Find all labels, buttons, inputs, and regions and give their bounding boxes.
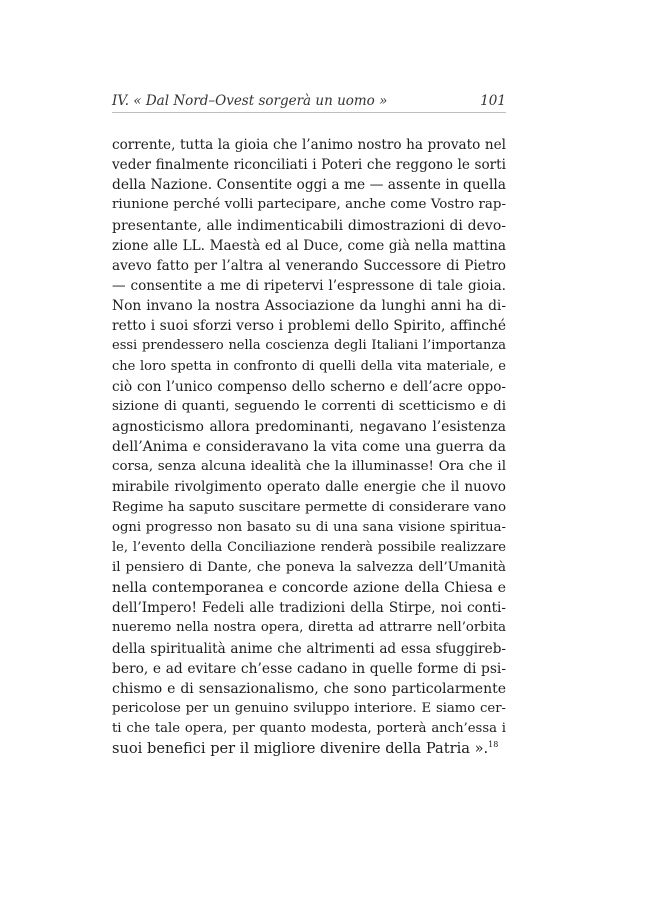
text-line-content: dell’Impero! Fedeli alle tradizioni della Stirpe, noi conti- (112, 600, 506, 617)
text-line (112, 276, 506, 296)
text-line (112, 397, 506, 417)
text-line (112, 598, 506, 618)
text-line (112, 256, 506, 276)
text-line-content: chismo e di sensazionalismo, che sono particolarmente (112, 680, 506, 697)
text-line-content: della Nazione. Consentite oggi a me — assente in quella (112, 177, 506, 194)
text-line (112, 316, 506, 336)
chapter-title: IV. « Dal Nord–Ovest sorgerà un uomo » (112, 93, 388, 109)
text-line (112, 578, 506, 598)
text-line (112, 296, 506, 316)
text-line (112, 699, 506, 719)
text-line (112, 618, 506, 638)
body-text (112, 135, 506, 759)
text-line (112, 538, 506, 558)
text-line-content: ogni progresso non basato su di una sana visione spiritua- (112, 519, 506, 535)
footnote-reference[interactable]: 18 (488, 740, 499, 750)
text-line-content: — consentite a me di ripetervi l’espressone di tale gioia. (112, 277, 506, 294)
text-line (112, 175, 506, 195)
text-line-content: pericolose per un genuino sviluppo interiore. E siamo cer- (112, 700, 506, 716)
text-line (112, 135, 506, 155)
text-line (112, 377, 506, 397)
text-line (112, 659, 506, 679)
text-line-content: riunione perché volli partecipare, anche come Vostro rap- (112, 197, 506, 213)
text-line (112, 477, 506, 497)
text-line (112, 498, 506, 518)
text-line (112, 679, 506, 699)
text-line (112, 195, 506, 215)
text-line-content: il pensiero di Dante, che poneva la salvezza dell’Umanità (112, 559, 506, 575)
text-line (112, 336, 506, 356)
text-line-content: corrente, tutta la gioia che l’animo nostro ha provato nel (112, 137, 506, 153)
text-line (112, 236, 506, 256)
text-line-content: suoi benefici per il migliore divenire della Patria ». (112, 740, 489, 758)
text-line-content: della spiritualità anime che altrimenti ad essa sfuggireb- (112, 640, 506, 657)
text-line-content: veder finalmente riconciliati i Poteri che reggono le sorti (112, 157, 506, 174)
text-line (112, 417, 506, 437)
text-line-content: avevo fatto per l’altra al venerando Successore di Pietro (112, 257, 506, 274)
text-line-content: mirabile rivolgimento operato dalle energie che il nuovo (112, 479, 506, 496)
text-line-content: dell’Anima e consideravano la vita come una guerra da (112, 439, 506, 456)
text-line (112, 739, 506, 759)
text-line (112, 518, 506, 538)
text-line-content: le, l’evento della Conciliazione renderà possibile realizzare (112, 539, 506, 555)
page-number: 101 (480, 93, 506, 109)
text-line-content: ciò con l’unico compenso dello scherno e dell’acre oppo- (112, 378, 506, 395)
text-line-content: bero, e ad evitare ch’esse cadano in quelle forme di psi- (112, 660, 506, 677)
text-line (112, 457, 506, 477)
text-line (112, 216, 506, 236)
running-header (112, 92, 506, 113)
text-line-content: ti che tale opera, per quanto modesta, porterà anch’essa i (112, 721, 506, 737)
text-line (112, 719, 506, 739)
text-line-content: nella contemporanea e concorde azione della Chiesa e (112, 580, 506, 597)
text-line-content: corsa, senza alcuna idealità che la illuminasse! Ora che il (112, 459, 506, 475)
text-line-content: retto i suoi sforzi verso i problemi dello Spirito, affinché (112, 318, 506, 335)
text-line (112, 357, 506, 377)
text-line-content: sizione di quanti, seguendo le correnti di scetticismo e di (112, 398, 506, 414)
text-line-content: agnosticismo allora predominanti, negavano l’esistenza (112, 418, 506, 435)
text-line (112, 639, 506, 659)
text-line (112, 558, 506, 578)
text-line (112, 155, 506, 175)
text-line (112, 437, 506, 457)
text-line-content: nueremo nella nostra opera, diretta ad attrarre nell’orbita (112, 620, 506, 636)
text-line-content: essi prendessero nella coscienza degli Italiani l’importanza (112, 338, 506, 354)
text-line-content: Regime ha saputo suscitare permette di considerare vano (112, 499, 506, 515)
text-line-content: zione alle LL. Maestà ed al Duce, come già nella mattina (112, 237, 506, 254)
text-line-content: che loro spetta in confronto di quelli della vita materiale, e (112, 358, 506, 374)
text-line-content: Non invano la nostra Associazione da lunghi anni ha di- (112, 298, 506, 315)
text-line-content: presentante, alle indimenticabili dimostrazioni di devo- (112, 217, 506, 234)
